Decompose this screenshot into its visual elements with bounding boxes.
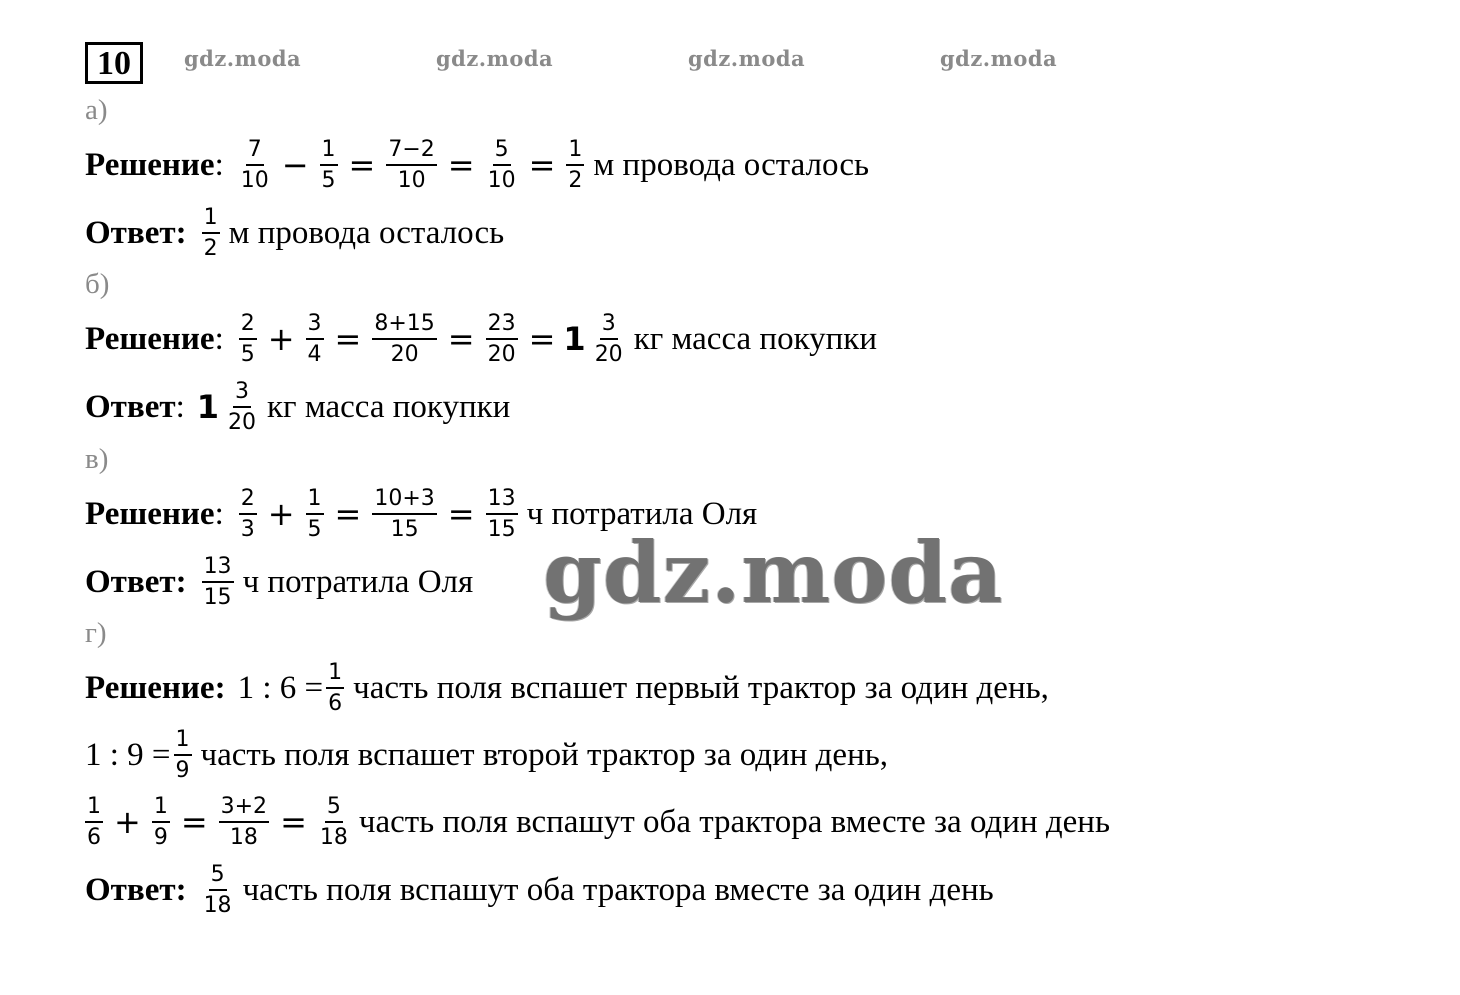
numerator: 7−2 <box>386 139 436 166</box>
numerator: 10+3 <box>372 488 436 515</box>
fraction <box>202 553 234 610</box>
colon: : <box>175 871 187 908</box>
equals-sign: = <box>348 146 376 184</box>
fraction <box>226 378 258 435</box>
equals-sign: = <box>528 146 556 184</box>
solution-text: часть поля вспашут оба трактора вместе за один день <box>358 803 1110 840</box>
equals-sign: = <box>447 495 475 533</box>
watermark: gdz.moda <box>940 46 1058 71</box>
fraction <box>372 310 436 367</box>
numerator: 2 <box>239 313 257 340</box>
operator: + <box>114 803 141 841</box>
fraction <box>202 861 234 918</box>
denominator: 15 <box>203 584 232 610</box>
numerator: 5 <box>493 139 511 166</box>
solution-line-g3 <box>85 787 1110 857</box>
denominator: 6 <box>328 690 343 716</box>
solution-text: ч потратила Оля <box>526 495 758 532</box>
colon: : <box>214 495 224 532</box>
denominator: 18 <box>319 824 348 850</box>
numerator: 5 <box>325 796 343 823</box>
colon: : <box>175 388 185 425</box>
colon: : <box>214 320 224 357</box>
colon: : <box>175 563 187 600</box>
watermark-large: gdz.moda <box>543 523 1004 622</box>
fraction <box>174 726 192 783</box>
answer-line-b <box>85 372 510 442</box>
solution-text: часть поля вспашет первый трактор за один день, <box>353 669 1049 706</box>
numerator: 1 <box>202 207 220 234</box>
numerator: 1 <box>152 796 170 823</box>
denominator: 5 <box>240 341 255 367</box>
numerator: 1 <box>306 488 324 515</box>
expression: 1 : 9 = <box>85 736 171 773</box>
fraction <box>239 136 271 193</box>
denominator: 5 <box>307 516 322 542</box>
operator: − <box>281 146 309 184</box>
fraction <box>306 310 324 367</box>
numerator: 1 <box>320 139 338 166</box>
answer-text: кг масса покупки <box>267 388 511 425</box>
denominator: 2 <box>568 167 583 193</box>
fraction <box>566 136 584 193</box>
colon: : <box>214 146 224 183</box>
expression: 1 : 6 = <box>237 669 324 706</box>
numerator: 7 <box>246 139 264 166</box>
denominator: 5 <box>321 167 336 193</box>
numerator: 3 <box>233 381 251 408</box>
fraction <box>152 793 170 850</box>
denominator: 20 <box>228 409 256 435</box>
equals-sign: = <box>180 803 208 841</box>
solution-text: м провода осталось <box>593 146 870 183</box>
solution-keyword: Решение <box>85 320 215 357</box>
fraction <box>372 485 436 542</box>
numerator: 13 <box>202 556 234 583</box>
solution-keyword: Решение <box>85 669 215 706</box>
solution-line-g2 <box>85 720 888 790</box>
answer-keyword: Ответ <box>85 871 176 908</box>
solution-line-a <box>85 130 869 200</box>
task-number: 10 <box>85 42 143 84</box>
denominator: 9 <box>175 757 190 783</box>
numerator: 3 <box>306 313 324 340</box>
numerator: 3+2 <box>219 796 269 823</box>
answer-line-g <box>85 855 994 925</box>
equals-sign: = <box>334 320 362 358</box>
denominator: 6 <box>87 824 101 850</box>
answer-line-a <box>85 198 504 268</box>
equals-sign: = <box>528 320 556 358</box>
denominator: 20 <box>390 341 419 367</box>
denominator: 4 <box>307 341 322 367</box>
solution-line-b <box>85 304 877 374</box>
solution-keyword: Решение <box>85 146 215 183</box>
numerator: 8+15 <box>372 313 436 340</box>
solution-line-g1 <box>85 653 1049 723</box>
denominator: 2 <box>203 235 218 261</box>
denominator: 15 <box>487 516 516 542</box>
fraction <box>239 310 257 367</box>
part-label-b: б) <box>85 268 110 300</box>
part-label-g: г) <box>85 617 107 649</box>
denominator: 10 <box>397 167 426 193</box>
fraction <box>306 485 324 542</box>
operator: + <box>267 320 295 358</box>
denominator: 18 <box>229 824 258 850</box>
equals-sign: = <box>334 495 362 533</box>
fraction <box>486 485 518 542</box>
answer-keyword: Ответ <box>85 388 176 425</box>
fraction <box>239 485 257 542</box>
equals-sign: = <box>280 803 307 841</box>
denominator: 15 <box>390 516 419 542</box>
numerator: 5 <box>209 864 227 891</box>
numerator: 3 <box>600 313 618 340</box>
fraction <box>318 793 350 850</box>
denominator: 3 <box>240 516 255 542</box>
answer-keyword: Ответ <box>85 214 176 251</box>
fraction <box>386 136 436 193</box>
fraction <box>219 793 269 850</box>
colon: : <box>214 669 226 706</box>
numerator: 2 <box>239 488 257 515</box>
fraction <box>320 136 338 193</box>
part-label-a: а) <box>85 94 108 126</box>
denominator: 20 <box>594 341 623 367</box>
whole-part: 1 <box>196 388 219 426</box>
whole-part: 1 <box>563 320 586 358</box>
denominator: 10 <box>240 167 269 193</box>
answer-text: часть поля вспашут оба трактора вместе за один день <box>242 871 994 908</box>
equals-sign: = <box>447 320 475 358</box>
solution-text: кг масса покупки <box>633 320 877 357</box>
answer-text: м провода осталось <box>228 214 505 251</box>
numerator: 1 <box>174 729 192 756</box>
equals-sign: = <box>447 146 475 184</box>
watermark: gdz.moda <box>688 46 806 71</box>
fraction <box>486 136 518 193</box>
denominator: 10 <box>487 167 516 193</box>
denominator: 20 <box>487 341 516 367</box>
answer-line-v <box>85 547 473 617</box>
answer-keyword: Ответ <box>85 563 176 600</box>
watermark: gdz.moda <box>184 46 302 71</box>
fraction <box>486 310 518 367</box>
fraction <box>85 793 103 850</box>
fraction <box>326 659 344 716</box>
fraction <box>593 310 625 367</box>
fraction <box>202 204 220 261</box>
answer-text: ч потратила Оля <box>242 563 474 600</box>
numerator: 1 <box>85 796 103 823</box>
numerator: 13 <box>486 488 518 515</box>
watermark: gdz.moda <box>436 46 554 71</box>
operator: + <box>267 495 295 533</box>
numerator: 1 <box>326 662 344 689</box>
part-label-v: в) <box>85 443 109 475</box>
denominator: 9 <box>153 824 168 850</box>
solution-text: часть поля вспашет второй трактор за один день, <box>200 736 889 773</box>
numerator: 23 <box>486 313 518 340</box>
numerator: 1 <box>566 139 584 166</box>
colon: : <box>175 214 187 251</box>
solution-keyword: Решение <box>85 495 215 532</box>
denominator: 18 <box>203 892 232 918</box>
